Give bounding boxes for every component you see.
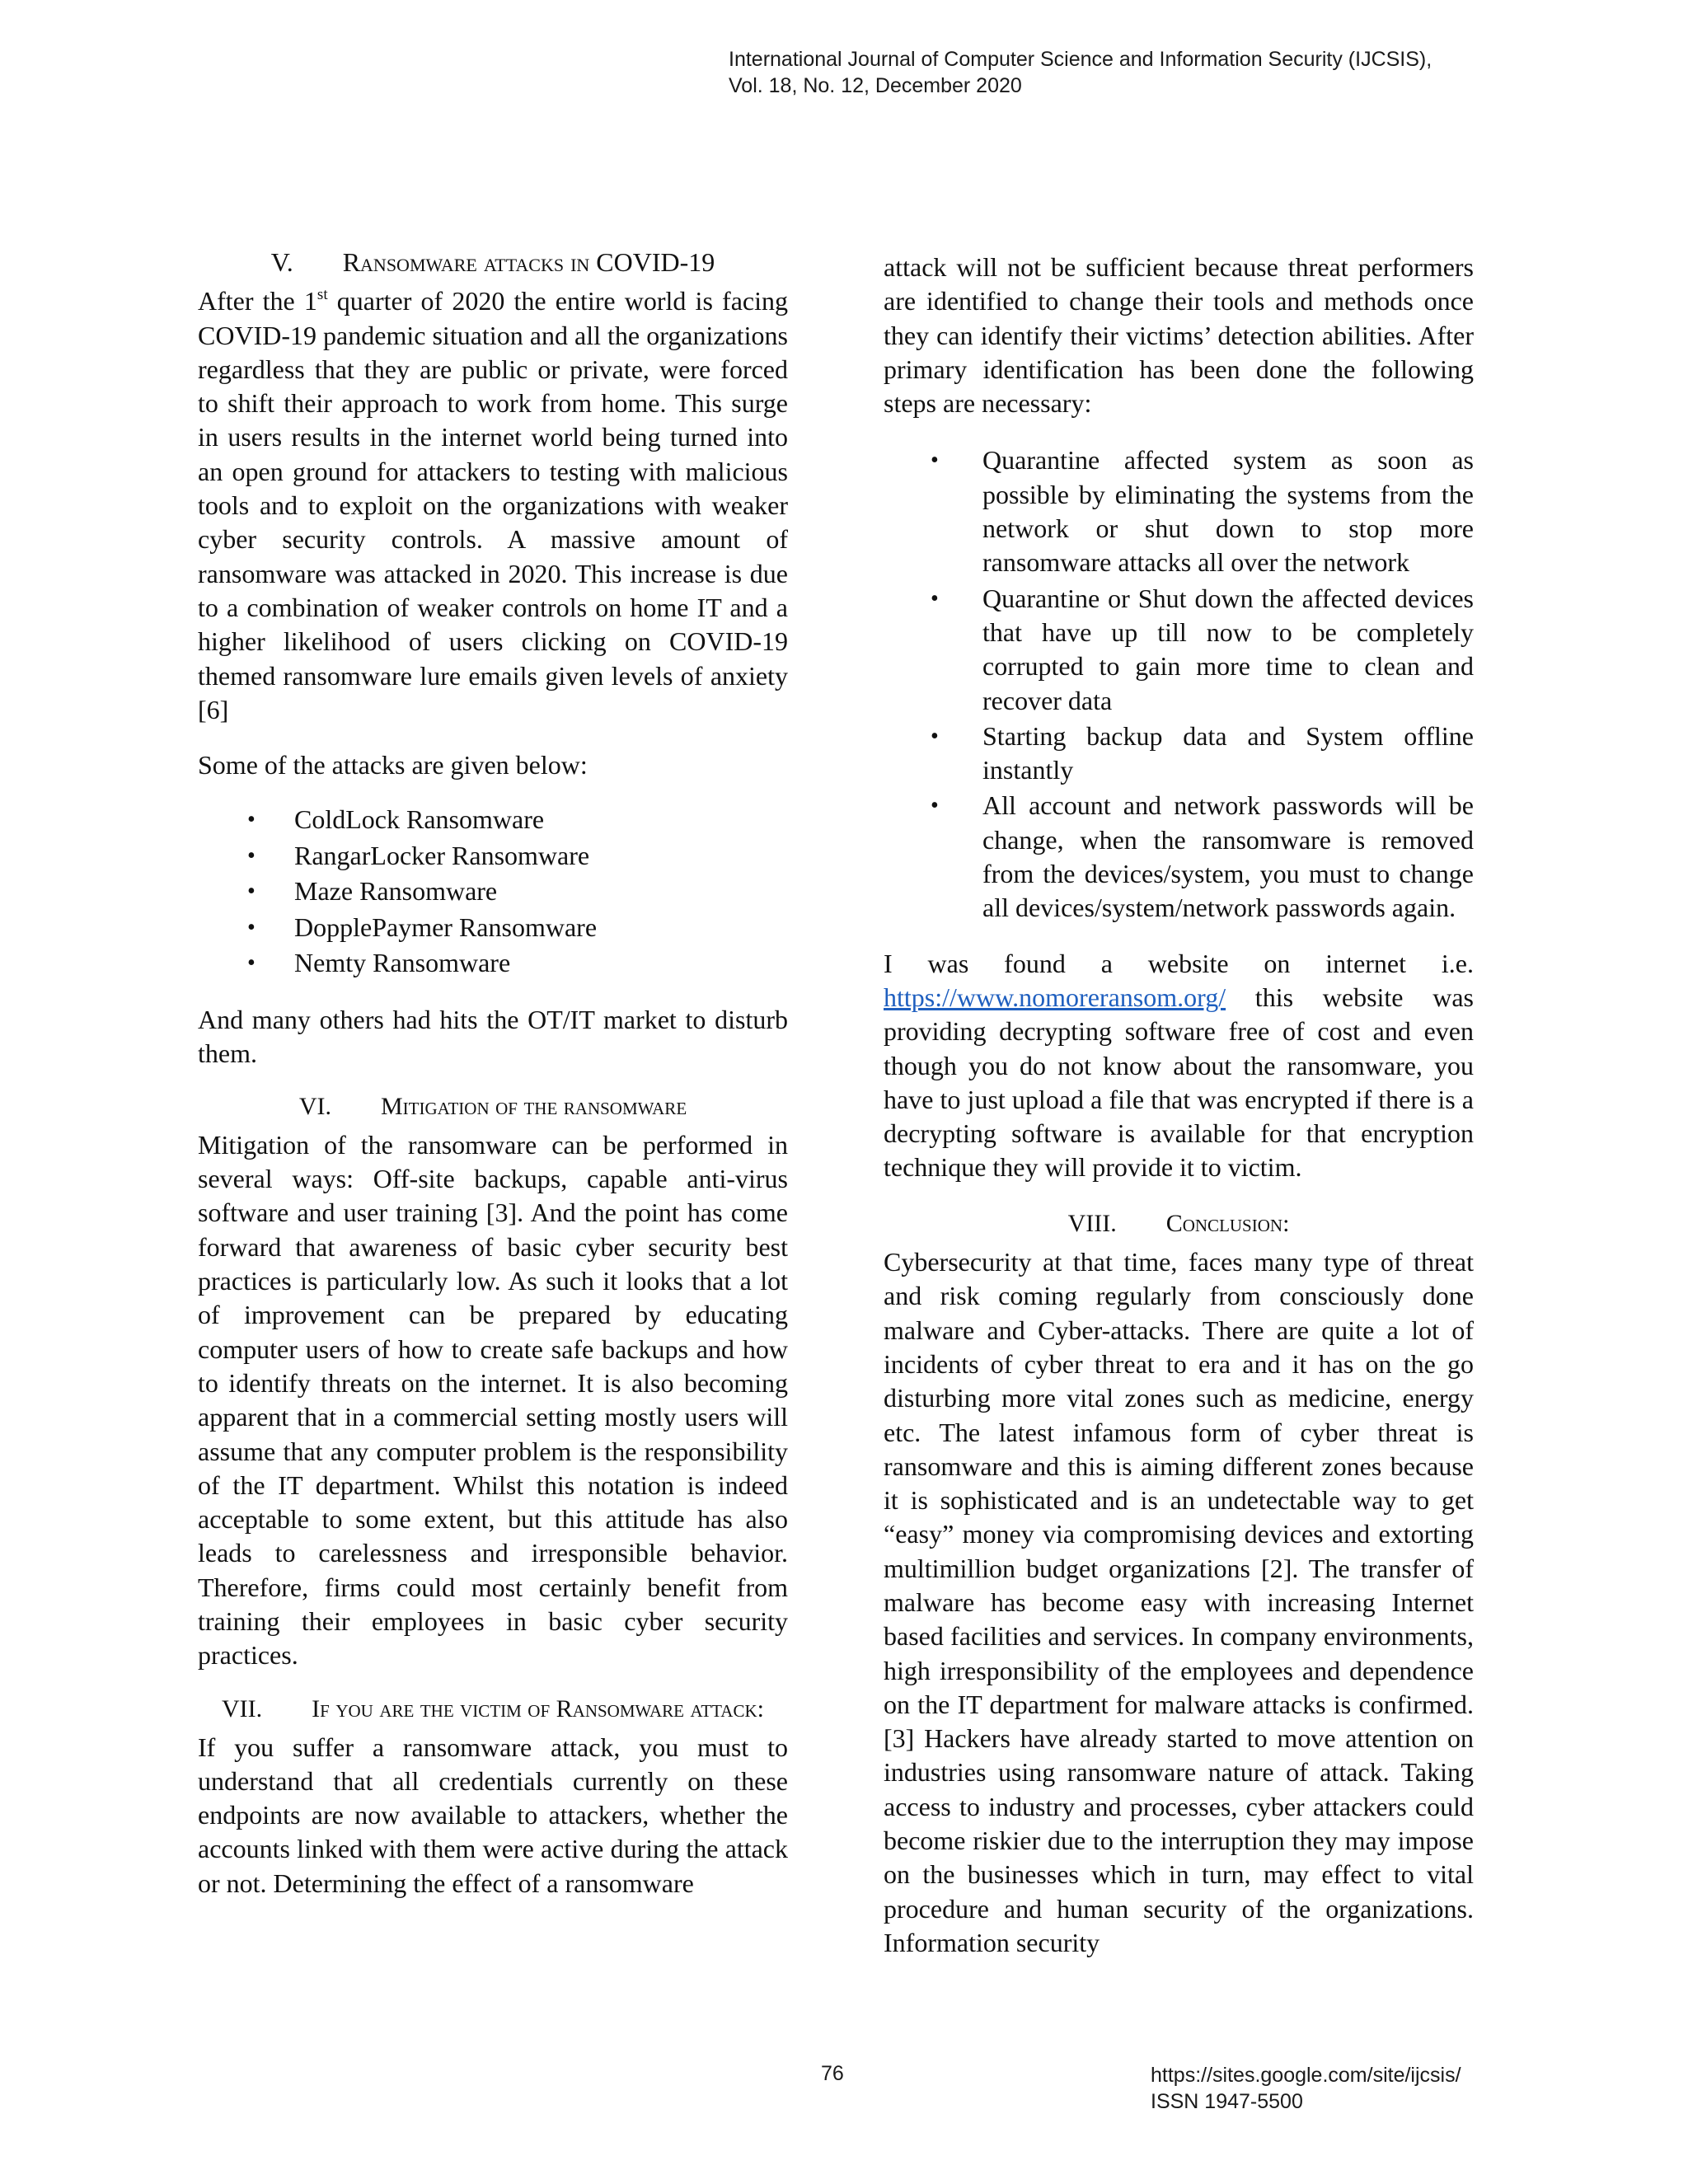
bullet-icon: • — [247, 914, 256, 940]
journal-issn: ISSN 1947-5500 — [1151, 2090, 1303, 2113]
bullet-icon: • — [931, 793, 939, 819]
bullet-icon: • — [247, 950, 256, 977]
section-7-paragraph-right: attack will not be sufficient because threat performers are identified to change their tools and methods once they can identify their victims’ detection abilities. After primary identification has been done the following steps are necessary: — [884, 252, 1474, 419]
bullet-icon: • — [931, 448, 939, 474]
website-paragraph: I was found a website on internet i.e. https://www.nomoreransom.org/ this website was providing decrypting software free of cost and even though you do not know about the ransomware, you have to just upload a file that was encrypted if there is a decrypting software is available for that encryption technique they will provide it to victim. — [884, 948, 1474, 1183]
journal-volume: Vol. 18, No. 12, December 2020 — [729, 74, 1022, 97]
nomoreransom-link[interactable]: https://www.nomoreransom.org/ — [884, 982, 1226, 1012]
page-number: 76 — [821, 2062, 844, 2085]
section-6-heading — [198, 1090, 788, 1123]
section-7-paragraph-left: If you suffer a ransomware attack, you must to understand that all credentials currently on these endpoints are now available to attackers, whether the accounts linked with them were active during the attack or not. Determining the effect of a ransomware — [198, 1732, 788, 1898]
section-5-number: V. — [270, 247, 293, 277]
attack-list — [198, 802, 788, 982]
journal-header — [729, 46, 1432, 99]
list-item: • Maze Ransomware — [198, 874, 788, 910]
section-8-title: Conclusion: — [1165, 1209, 1290, 1237]
bullet-icon: • — [247, 842, 256, 869]
superscript: st — [316, 285, 328, 303]
list-item: • All account and network passwords will be change, when the ransomware is removed from the devices/system, you must to change all devices/system/network passwords again. — [931, 790, 1474, 923]
list-item: • Quarantine or Shut down the affected devices that have up till now to be completely corrupted to gain more time to clean and recover data — [931, 583, 1474, 715]
section-8-heading — [884, 1207, 1474, 1240]
right-column — [884, 246, 1474, 1960]
list-item: • ColdLock Ransomware — [198, 802, 788, 838]
journal-footer — [1151, 2062, 1461, 2115]
list-item: • Quarantine affected system as soon as possible by eliminating the systems from the network or shut down to stop more ransomware attacks all over the network — [931, 445, 1474, 578]
list-item: • Starting backup data and System offline instantly — [931, 720, 1474, 785]
section-5-paragraph-1: After the 1st quarter of 2020 the entire world is facing COVID-19 pandemic situation and all the organizations regardless that they are public or private, were forced to shift their approach to work from home. This surge in users results in the internet world being turned into an open ground for attackers to testing with malicious tools and to exploit on the organizations with weaker cyber security controls. A massive amount of ransomware was attacked in 2020. This increase is due to a combination of weaker controls on home IT and a higher likelihood of users clicking on COVID-19 themed ransomware lure emails given levels of anxiety [6] — [198, 285, 789, 724]
section-5-paragraph-2: Some of the attacks are given below: — [198, 750, 588, 780]
bullet-icon: • — [931, 585, 939, 612]
section-6-paragraph: Mitigation of the ransomware can be performed in several ways: Off-site backups, capable anti-virus software and user training [3]. And the point has come forward that awareness of basic cyber security best practices is particularly low. As such it looks that a lot of improvement can be prepared by educating computer users of how to create safe backups and how to identify threats on the internet. It is also becoming apparent that in a commercial setting mostly users will assume that any computer problem is the responsibility of the IT department. Whilst this notation is indeed acceptable to some extent, but this attitude has also leads to carelessness and irresponsible behavior. Therefore, firms could most certainly benefit from training their employees in basic cyber security practices. — [198, 1129, 788, 1671]
section-5-heading — [198, 246, 788, 279]
steps-list — [884, 443, 1474, 925]
list-item: • Nemty Ransomware — [198, 945, 788, 982]
section-5-paragraph-3: And many others had hits the OT/IT market to disturb them. — [198, 1004, 788, 1069]
section-7-heading — [198, 1693, 788, 1726]
section-7-title: If you are the victim of Ransomware attack: — [312, 1694, 764, 1722]
section-6-title: Mitigation of the ransomware — [380, 1092, 687, 1120]
bullet-icon: • — [247, 807, 256, 833]
left-column — [198, 246, 788, 1900]
section-8-paragraph: Cybersecurity at that time, faces many type of threat and risk coming regularly from consciously done malware and Cyber-attacks. There are quite a lot of incidents of cyber threat to era and it has on the go disturbing more vital zones such as medicine, energy etc. The latest infamous form of cyber threat is ransomware and this is aiming different zones because it is sophisticated and is an undetectable way to get “easy” money via compromising devices and extorting multimillion budget organizations [2]. The transfer of malware has become easy with increasing Internet based facilities and services. In company environments, high irresponsibility of the employees and dependence on the IT department for malware attacks is confirmed. [3] Hackers have already started to move attention on industries using ransomware nature of attack. Taking access to industry and processes, cyber attackers could become riskier due to the interruption they may impose on the businesses which in turn, may effect to vital procedure and human security of the organizations. Information security — [884, 1247, 1474, 1957]
section-5-title: Ransomware attacks in COVID-19 — [342, 247, 715, 277]
journal-url: https://sites.google.com/site/ijcsis/ — [1151, 2064, 1461, 2087]
list-item: • RangarLocker Ransomware — [198, 838, 788, 874]
bullet-icon: • — [931, 723, 939, 749]
journal-title: International Journal of Computer Science and Information Security (IJCSIS), — [729, 48, 1432, 71]
section-7-number: VII. — [222, 1694, 263, 1722]
section-6-number: VI. — [298, 1092, 331, 1120]
section-8-number: VIII. — [1067, 1209, 1117, 1237]
list-item: • DopplePaymer Ransomware — [198, 910, 788, 946]
bullet-icon: • — [247, 879, 256, 905]
